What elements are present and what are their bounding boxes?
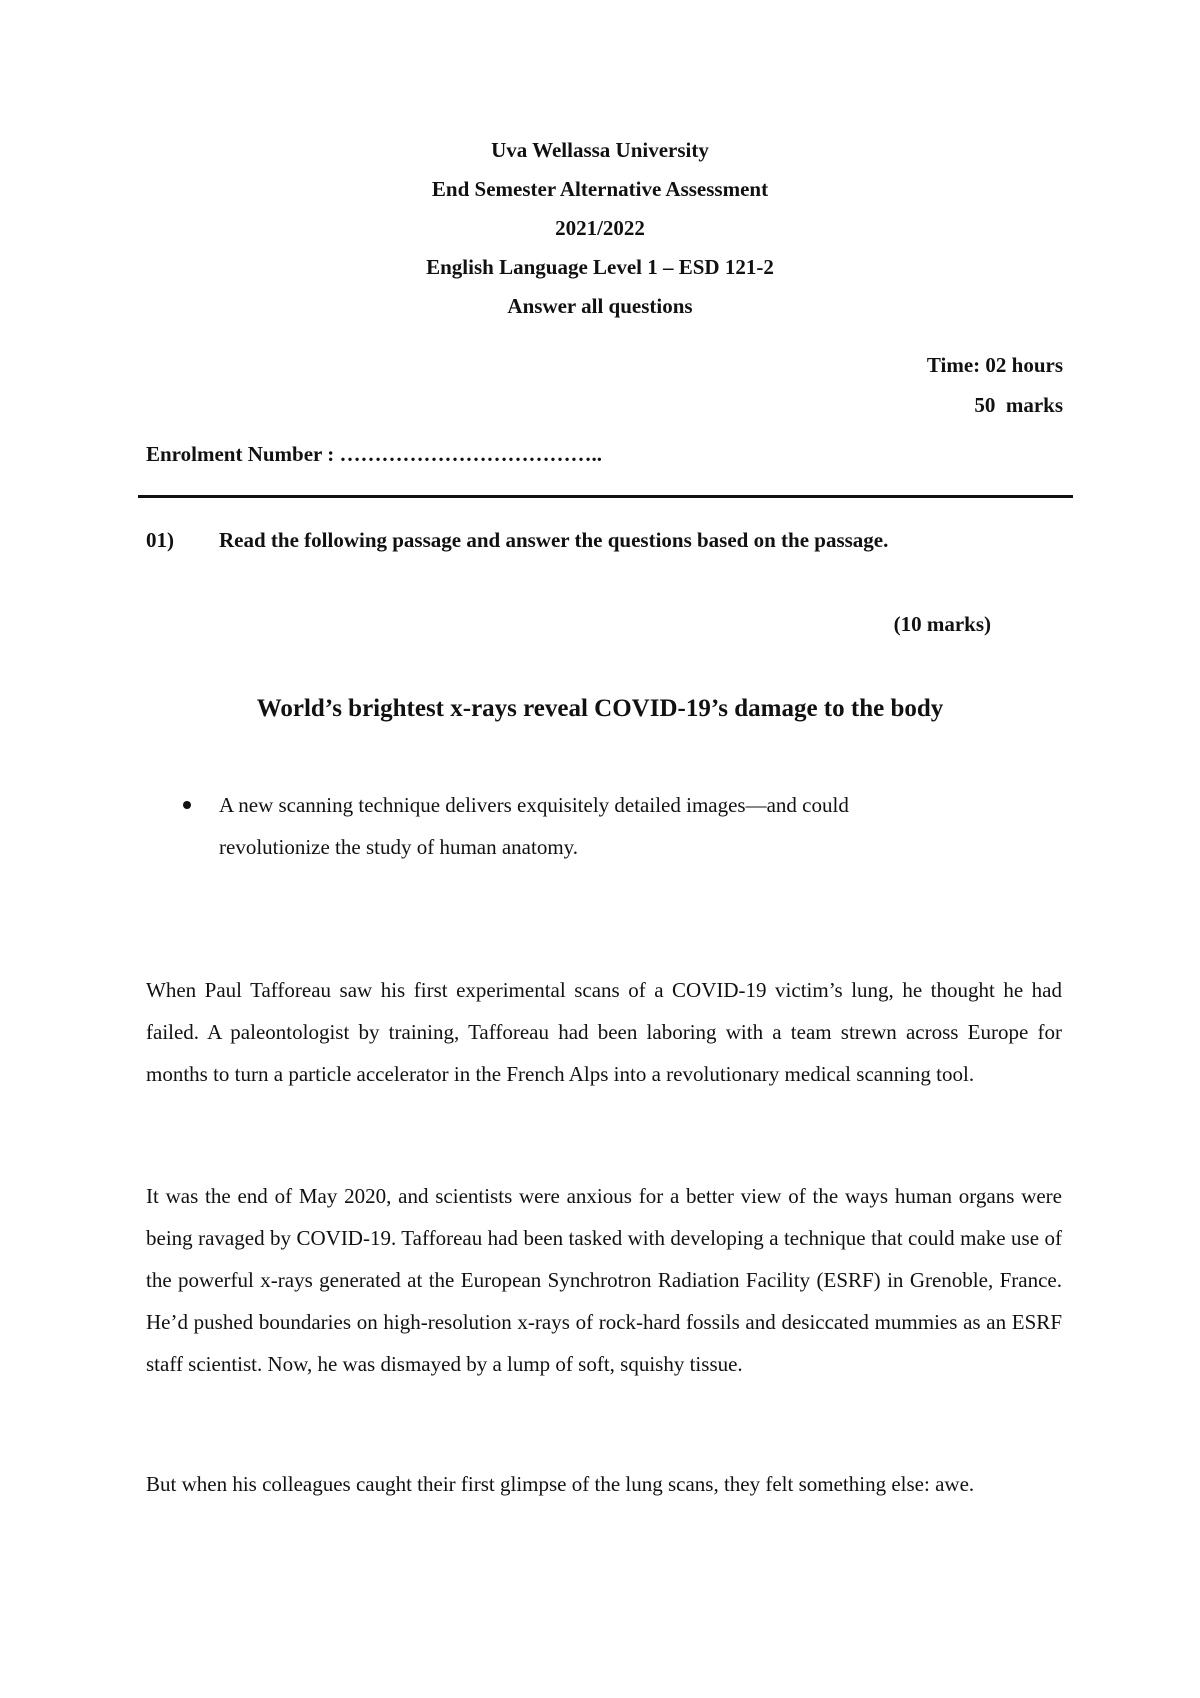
academic-year: 2021/2022	[555, 216, 645, 240]
enrolment-number-field: Enrolment Number : ………………………………..	[146, 442, 602, 466]
passage-paragraph-2: It was the end of May 2020, and scientists were anxious for a better view of the ways human organs were being ravaged by COVID-19. Tafforeau had been tasked with developing a technique that could make use of the powerful x-rays generated at the European Synchrotron Radiation Facility (ESRF) in Grenoble, France. He’d pushed boundaries on high-resolution x-rays of rock-hard fossils and desiccated mummies as an ESRF staff scientist. Now, he was dismayed by a lump of soft, squishy tissue.	[146, 1184, 1062, 1376]
passage-title: World’s brightest x-rays reveal COVID-19’s damage to the body	[256, 695, 944, 722]
header-divider	[138, 495, 1073, 498]
exam-duration: Time: 02 hours	[926, 353, 1063, 377]
course-title: English Language Level 1 – ESD 121-2	[426, 255, 774, 279]
passage-paragraph-1: When Paul Tafforeau saw his first experimental scans of a COVID-19 victim’s lung, he thought he had failed. A paleontologist by training, Tafforeau had been laboring with a team strewn across Europe for months to turn a particle accelerator in the French Alps into a revolutionary medical scanning tool.	[146, 978, 1062, 1086]
passage-summary-text: A new scanning technique delivers exquisitely detailed images—and could revolutionize the study of human anatomy.	[219, 793, 849, 859]
bullet-icon	[183, 801, 191, 809]
exam-instruction: Answer all questions	[507, 294, 693, 318]
question-marks: (10 marks)	[893, 612, 991, 636]
passage-paragraph-3: But when his colleagues caught their first glimpse of the lung scans, they felt something else: awe.	[146, 1472, 975, 1496]
assessment-title: End Semester Alternative Assessment	[431, 177, 769, 201]
university-name: Uva Wellassa University	[491, 138, 709, 162]
total-marks: 50 marks	[974, 393, 1063, 417]
question-prompt: Read the following passage and answer the questions based on the passage.	[219, 528, 889, 552]
question-number: 01)	[146, 528, 174, 552]
